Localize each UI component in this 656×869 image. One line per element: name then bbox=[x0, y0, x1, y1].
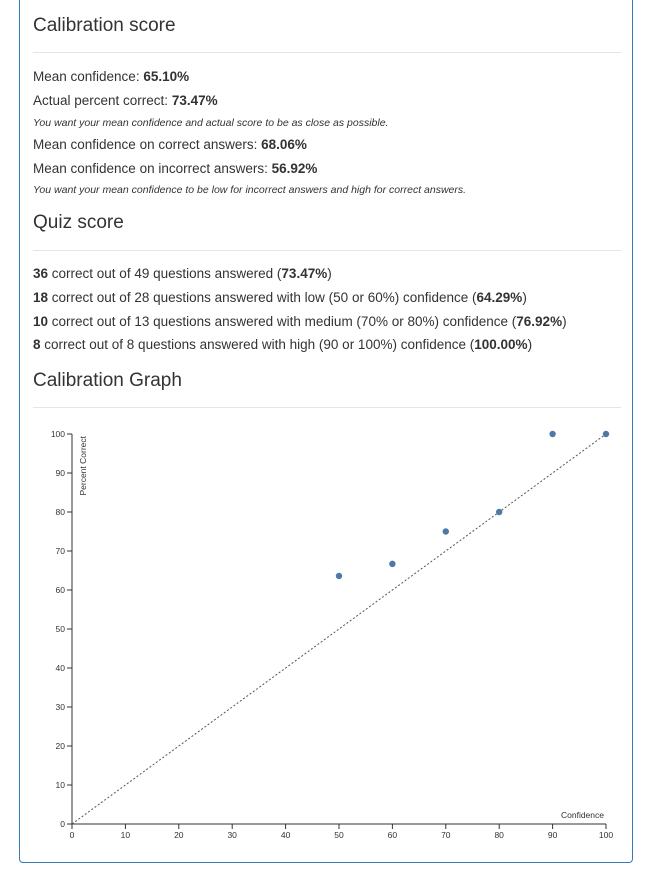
y-tick-label: 90 bbox=[55, 468, 65, 478]
x-tick-label: 100 bbox=[598, 830, 614, 840]
x-tick-label: 0 bbox=[69, 830, 75, 840]
mean-confidence-line bbox=[33, 69, 189, 85]
mean-incorrect-label: Mean confidence on incorrect answers: bbox=[33, 161, 272, 176]
mean-incorrect-value: 56.92% bbox=[271, 161, 318, 176]
quiz-correct-count: 36 bbox=[33, 266, 49, 281]
results-panel bbox=[19, 0, 633, 863]
actual-percent-value: 73.47% bbox=[171, 93, 218, 108]
x-tick-label: 50 bbox=[334, 830, 344, 840]
calibration-score-heading: Calibration score bbox=[33, 15, 176, 36]
x-tick-label: 30 bbox=[227, 830, 237, 840]
divider bbox=[33, 407, 621, 408]
x-tick-label: 80 bbox=[494, 830, 504, 840]
x-tick-label: 70 bbox=[441, 830, 451, 840]
quiz-row-tail: ) bbox=[562, 314, 567, 329]
data-point bbox=[603, 431, 609, 437]
y-tick-label: 100 bbox=[50, 429, 65, 439]
x-tick-label: 10 bbox=[120, 830, 131, 840]
actual-percent-label: Actual percent correct: bbox=[33, 93, 172, 108]
quiz-percent: 76.92% bbox=[516, 314, 563, 329]
y-tick-label: 50 bbox=[55, 624, 65, 634]
quiz-percent: 73.47% bbox=[281, 266, 328, 281]
data-point bbox=[549, 431, 555, 437]
y-tick-label: 40 bbox=[55, 663, 65, 673]
calibration-chart bbox=[33, 420, 629, 852]
quiz-row-tail: ) bbox=[522, 290, 527, 305]
mean-correct-label: Mean confidence on correct answers: bbox=[33, 137, 262, 152]
data-point bbox=[496, 509, 502, 515]
data-point bbox=[443, 528, 449, 534]
divider bbox=[33, 250, 621, 251]
mean-correct-value: 68.06% bbox=[261, 137, 307, 152]
mean-confidence-label: Mean confidence: bbox=[33, 69, 144, 84]
data-point bbox=[389, 561, 395, 567]
data-point bbox=[336, 573, 342, 579]
quiz-correct-count: 8 bbox=[33, 337, 41, 352]
x-tick-label: 40 bbox=[280, 830, 291, 840]
calibration-note-2: You want your mean confidence to be low for incorrect answers and high for correct answers. bbox=[33, 184, 467, 196]
quiz-row-high bbox=[33, 337, 532, 353]
y-tick-label: 60 bbox=[55, 585, 65, 595]
mean-confidence-value: 65.10% bbox=[143, 69, 190, 84]
x-tick-label: 60 bbox=[387, 830, 398, 840]
actual-percent-line bbox=[33, 93, 218, 109]
reference-line bbox=[72, 434, 606, 824]
calibration-graph-heading: Calibration Graph bbox=[33, 370, 182, 391]
mean-incorrect-line bbox=[33, 161, 317, 177]
quiz-row-text: correct out of 28 questions answered with low (50 or 60%) confidence ( bbox=[48, 290, 477, 305]
quiz-score-heading: Quiz score bbox=[33, 212, 124, 233]
quiz-row-tail: ) bbox=[327, 266, 332, 281]
quiz-row-total bbox=[33, 266, 332, 282]
y-tick-label: 80 bbox=[55, 507, 65, 517]
y-tick-label: 10 bbox=[55, 780, 65, 790]
mean-correct-line bbox=[33, 137, 307, 153]
divider bbox=[33, 52, 621, 53]
y-tick-label: 70 bbox=[55, 546, 65, 556]
quiz-row-tail: ) bbox=[527, 337, 533, 352]
quiz-correct-count: 18 bbox=[33, 290, 49, 305]
x-axis-label: Confidence bbox=[560, 810, 604, 820]
y-axis-label: Percent Correct bbox=[78, 436, 88, 496]
quiz-row-text: correct out of 13 questions answered with medium (70% or 80%) confidence ( bbox=[48, 314, 517, 329]
quiz-row-medium bbox=[33, 314, 567, 330]
x-tick-label: 90 bbox=[547, 830, 558, 840]
y-tick-label: 20 bbox=[55, 741, 65, 751]
quiz-correct-count: 10 bbox=[33, 314, 49, 329]
quiz-row-text: correct out of 8 questions answered with high (90 or 100%) confidence ( bbox=[40, 337, 475, 352]
calibration-note-1: You want your mean confidence and actual score to be as close as possible. bbox=[33, 117, 389, 129]
y-tick-label: 0 bbox=[60, 819, 65, 829]
quiz-percent: 64.29% bbox=[476, 290, 523, 305]
quiz-row-text: correct out of 49 questions answered ( bbox=[48, 266, 282, 281]
quiz-percent: 100.00% bbox=[474, 337, 528, 352]
quiz-row-low bbox=[33, 290, 527, 306]
x-tick-label: 20 bbox=[174, 830, 184, 840]
y-tick-label: 30 bbox=[55, 702, 65, 712]
